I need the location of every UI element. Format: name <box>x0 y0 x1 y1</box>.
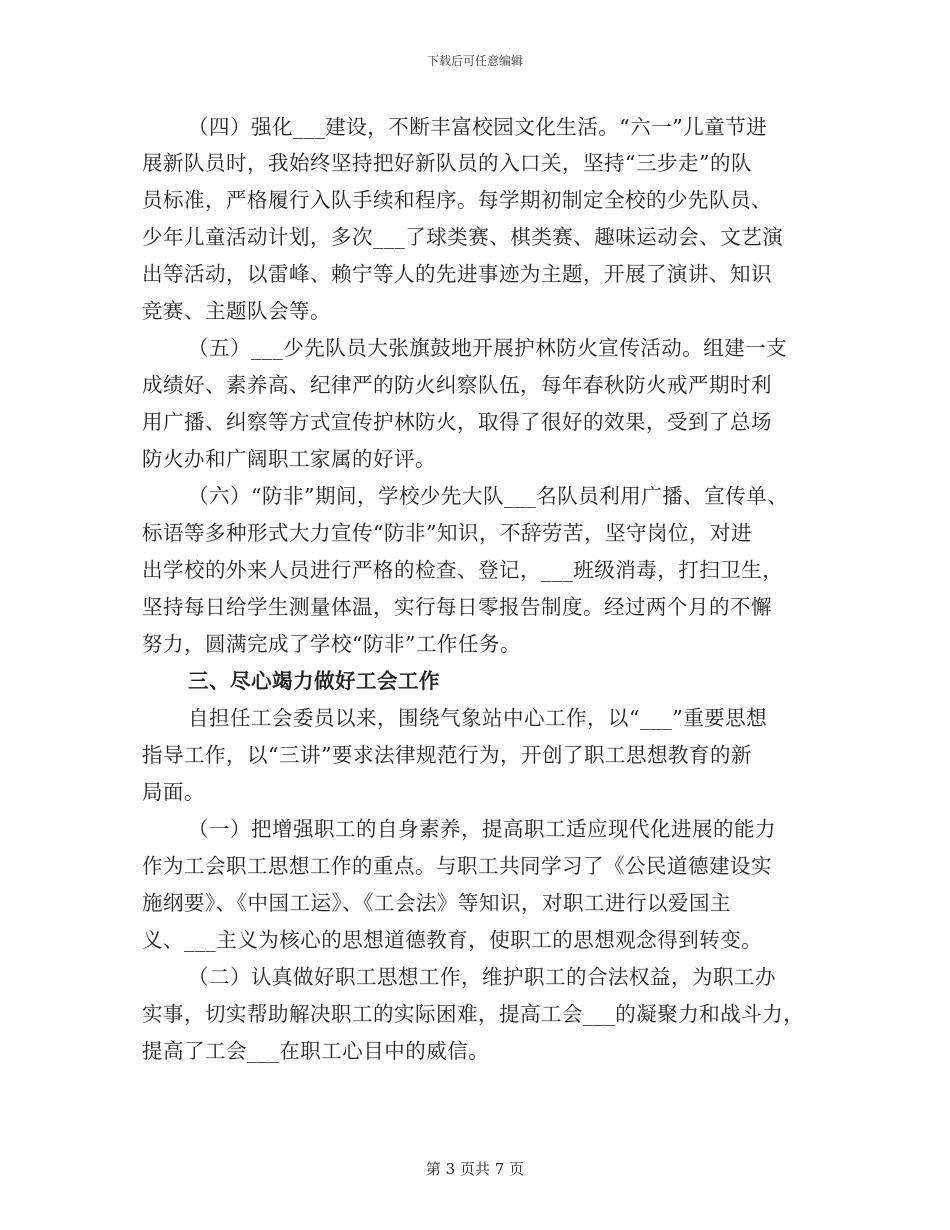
paragraph-line: 坚持每日给学生测量体温，实行每日零报告制度。经过两个月的不懈 <box>142 595 772 619</box>
page-header: 下载后可任意编辑 <box>426 54 523 68</box>
paragraph-line: 提高了工会___在职工心目中的威信。 <box>142 1039 490 1063</box>
paragraph-line: 作为工会职工思想工作的重点。与职工共同学习了《公民道德建设实 <box>142 854 772 878</box>
paragraph-line: 出等活动，以雷峰、赖宁等人的先进事迹为主题，开展了演讲、知识 <box>142 262 772 286</box>
paragraph-line: 展新队员时，我始终坚持把好新队员的入口关，坚持“三步走”的队 <box>142 151 752 175</box>
paragraph-line: 义、___主义为核心的思想道德教育，使职工的思想观念得到转变。 <box>142 928 763 952</box>
paragraph-line: 施纲要》、《中国工运》、《工会法》等知识，对职工进行以爱国主 <box>142 891 731 915</box>
paragraph-line: 用广播、纠察等方式宣传护林防火，取得了很好的效果，受到了总场 <box>142 410 772 434</box>
section-heading: 三、尽心竭力做好工会工作 <box>188 669 440 693</box>
paragraph-line: 局面。 <box>142 780 205 804</box>
paragraph-line: 指导工作，以“三讲”要求法律规范行为，开创了职工思想教育的新 <box>142 743 752 767</box>
paragraph-line: 竞赛、主题队会等。 <box>142 299 331 323</box>
paragraph-line: 少年儿童活动计划，多次___了球类赛、棋类赛、趣味运动会、文艺演 <box>142 225 784 249</box>
paragraph-line: （四）强化___建设，不断丰富校园文化生活。“六一”儿童节进 <box>188 115 768 139</box>
page-number: 第 3 页共 7 页 <box>425 1160 525 1178</box>
paragraph-line: 实事，切实帮助解决职工的实际困难，提高工会___的凝聚力和战斗力， <box>142 1002 805 1026</box>
paragraph-line: 防火办和广阔职工家属的好评。 <box>142 447 436 471</box>
paragraph-line: 努力，圆满完成了学校“防非”工作任务。 <box>142 632 521 656</box>
paragraph-line: 出学校的外来人员进行严格的检查、登记，___班级消毒，打扫卫生， <box>142 558 784 582</box>
paragraph-line: （二）认真做好职工思想工作，维护职工的合法权益，为职工办 <box>188 965 776 989</box>
paragraph-line: （五）___少先队员大张旗鼓地开展护林防火宣传活动。组建一支 <box>188 336 788 360</box>
paragraph-line: 自担任工会委员以来，围绕气象站中心工作，以“___”重要思想 <box>188 706 768 730</box>
paragraph-line: 标语等多种形式大力宣传“防非”知识，不辞劳苦，坚守岗位，对进 <box>142 521 752 545</box>
paragraph-line: 员标准，严格履行入队手续和程序。每学期初制定全校的少先队员、 <box>142 188 772 212</box>
paragraph-line: （六）“防非”期间，学校少先大队___名队员利用广播、宣传单、 <box>188 484 789 508</box>
paragraph-line: 成绩好、素养高、纪律严的防火纠察队伍，每年春秋防火戒严期时利 <box>142 373 772 397</box>
paragraph-line: （一）把增强职工的自身素养，提高职工适应现代化进展的能力 <box>188 817 776 841</box>
